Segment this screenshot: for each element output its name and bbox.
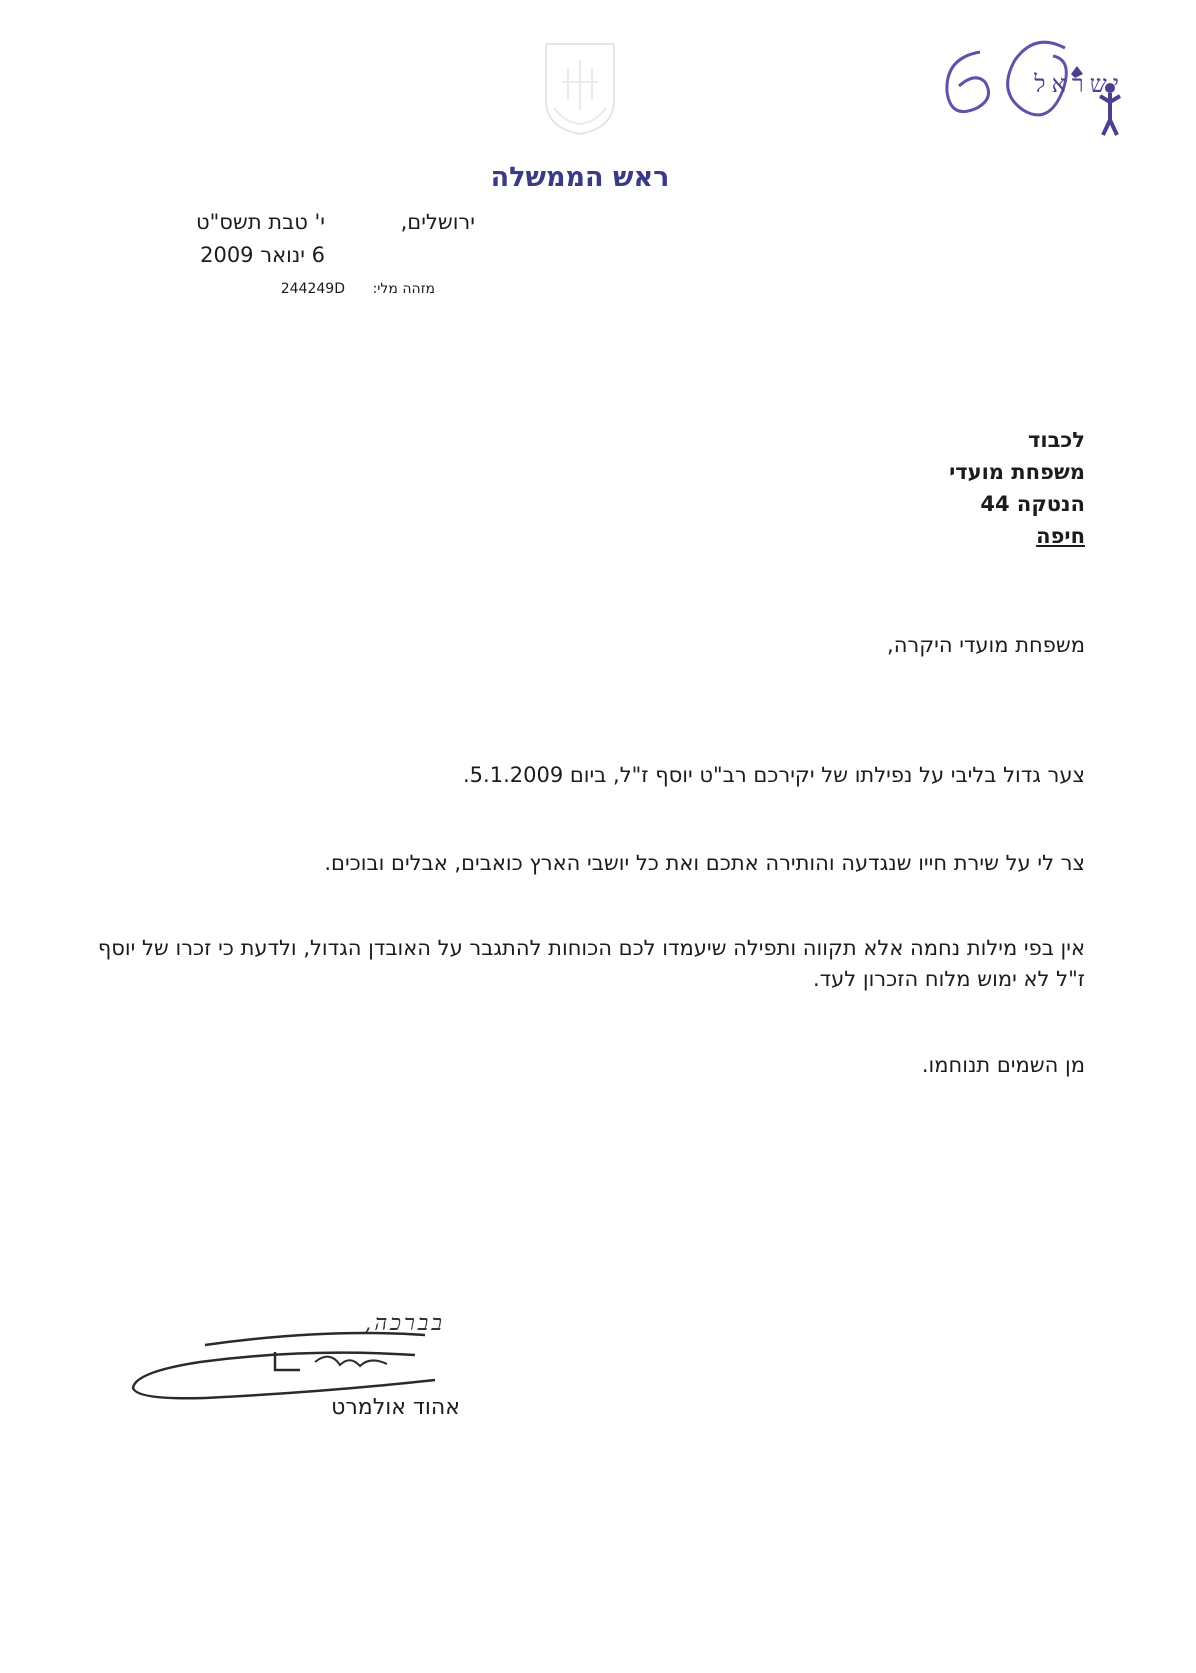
reference-value: 244249D (280, 281, 345, 297)
signature-greeting: בברכה, (364, 1311, 445, 1336)
address-line-1: לכבוד (1028, 428, 1085, 452)
israel-60-logo (925, 30, 1135, 145)
body-paragraph-3: אין בפי מילות נחמה אלא תקווה ותפילה שיעמדו לכם הכוחות להתגבר על האובדן הגדול, ולדעת כי זכרו של יוסף ז"ל לא ימוש מלוח הזכרון לעד. (97, 936, 1085, 991)
hebrew-date: י' טבת תשס"ט (196, 210, 325, 234)
logo-text: ישראל (1034, 70, 1125, 98)
reference-label: מזהה מלי: (372, 281, 435, 297)
salutation: משפחת מועדי היקרה, (887, 633, 1085, 657)
signer-name: אהוד אולמרט (331, 1395, 460, 1420)
state-emblem-icon (540, 38, 620, 138)
body-paragraph-2: צר לי על שירת חייו שנגדעה והותירה אתכם ואת כל יושבי הארץ כואבים, אבלים ובוכים. (324, 851, 1085, 875)
closing-line: מן השמים תנוחמו. (921, 1053, 1085, 1077)
address-city: חיפה (1036, 524, 1085, 548)
address-line-2: משפחת מועדי (949, 460, 1085, 484)
letter-place: ירושלים, (400, 210, 475, 234)
gregorian-date: 6 ינואר 2009 (200, 243, 325, 267)
recipient-address (780, 424, 1085, 552)
body-paragraph-1: צער גדול בליבי על נפילתו של יקירכם רב"ט יוסף ז"ל, ביום 5.1.2009. (462, 763, 1085, 787)
office-title: ראש הממשלה (490, 162, 670, 193)
address-line-3: הנטקה 44 (980, 492, 1085, 516)
